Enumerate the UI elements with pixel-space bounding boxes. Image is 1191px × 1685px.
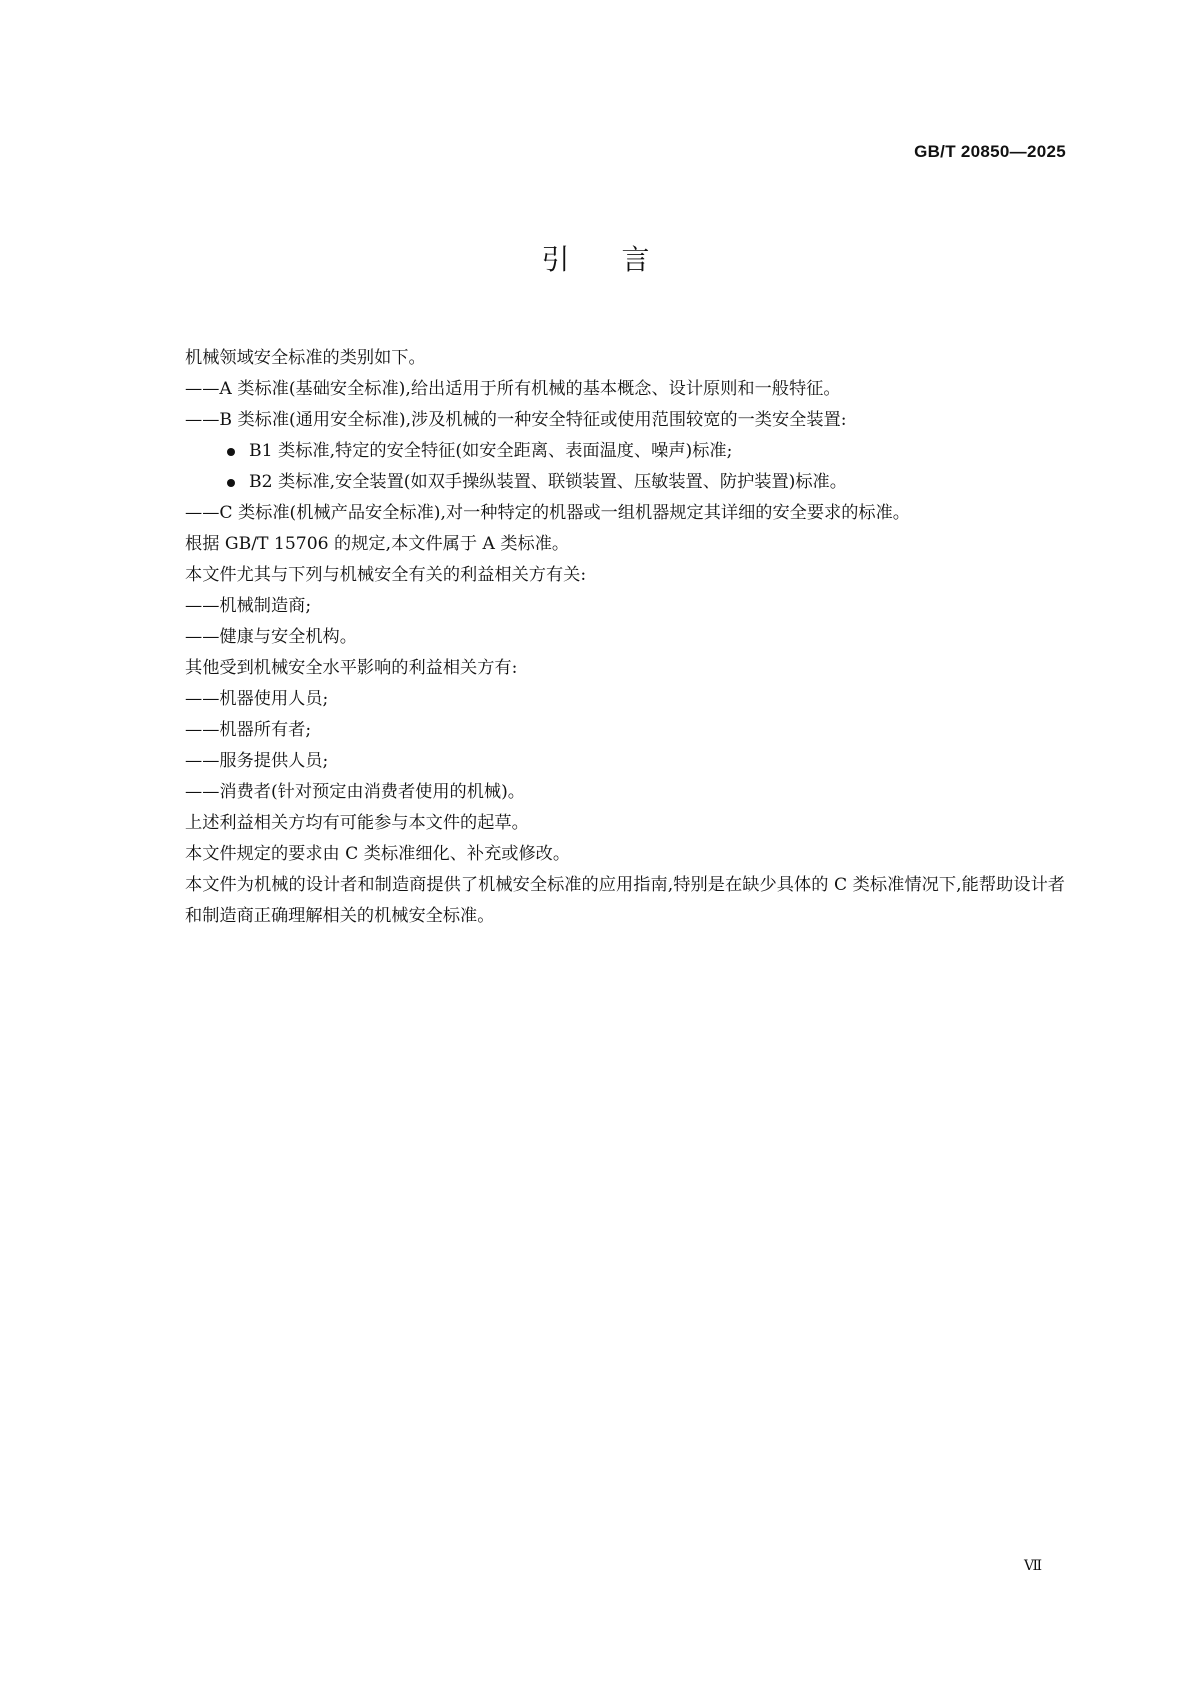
list-item: ——消费者(针对预定由消费者使用的机械)。 [185,782,525,802]
list-item: ——机器使用人员; [185,689,329,709]
text-line: 本文件规定的要求由 C 类标准细化、补充或修改。 [185,844,571,864]
list-item-b: ——B 类标准(通用安全标准),涉及机械的一种安全特征或使用范围较宽的一类安全装置: [185,410,847,430]
bullet-icon [227,448,235,456]
text-line: 根据 GB/T 15706 的规定,本文件属于 A 类标准。 [185,534,570,554]
bullet-item-b2 [145,467,1065,498]
list-item-a: ——A 类标准(基础安全标准),给出适用于所有机械的基本概念、设计原则和一般特征。 [185,379,841,399]
text-line: 上述利益相关方均有可能参与本文件的起草。 [185,813,529,833]
bullet-text: B2 类标准,安全装置(如双手操纵装置、联锁装置、压敏装置、防护装置)标准。 [249,472,847,492]
list-item: ——机器所有者; [185,720,312,740]
introduction-body [145,343,1065,932]
final-paragraph: 本文件为机械的设计者和制造商提供了机械安全标准的应用指南,特别是在缺少具体的 C 类标准情况下,能帮助设计者和制造商正确理解相关的机械安全标准。 [185,875,1065,926]
bullet-icon [227,479,235,487]
standard-code: GB/T 20850—2025 [914,142,1066,161]
text-line: 本文件尤其与下列与机械安全有关的利益相关方有关: [185,565,587,585]
bullet-text: B1 类标准,特定的安全特征(如安全距离、表面温度、噪声)标准; [249,441,733,461]
list-item: ——健康与安全机构。 [185,627,357,647]
list-item: ——服务提供人员; [185,751,329,771]
page-title: 引言 [541,243,702,276]
text-line: 机械领域安全标准的类别如下。 [185,348,426,368]
list-item: ——机械制造商; [185,596,312,616]
text-line: 其他受到机械安全水平影响的利益相关方有: [185,658,518,678]
bullet-item-b1 [145,436,1065,467]
list-item-c: ——C 类标准(机械产品安全标准),对一种特定的机器或一组机器规定其详细的安全要求的标准。 [185,503,910,523]
page-number: Ⅶ [1024,1558,1043,1574]
